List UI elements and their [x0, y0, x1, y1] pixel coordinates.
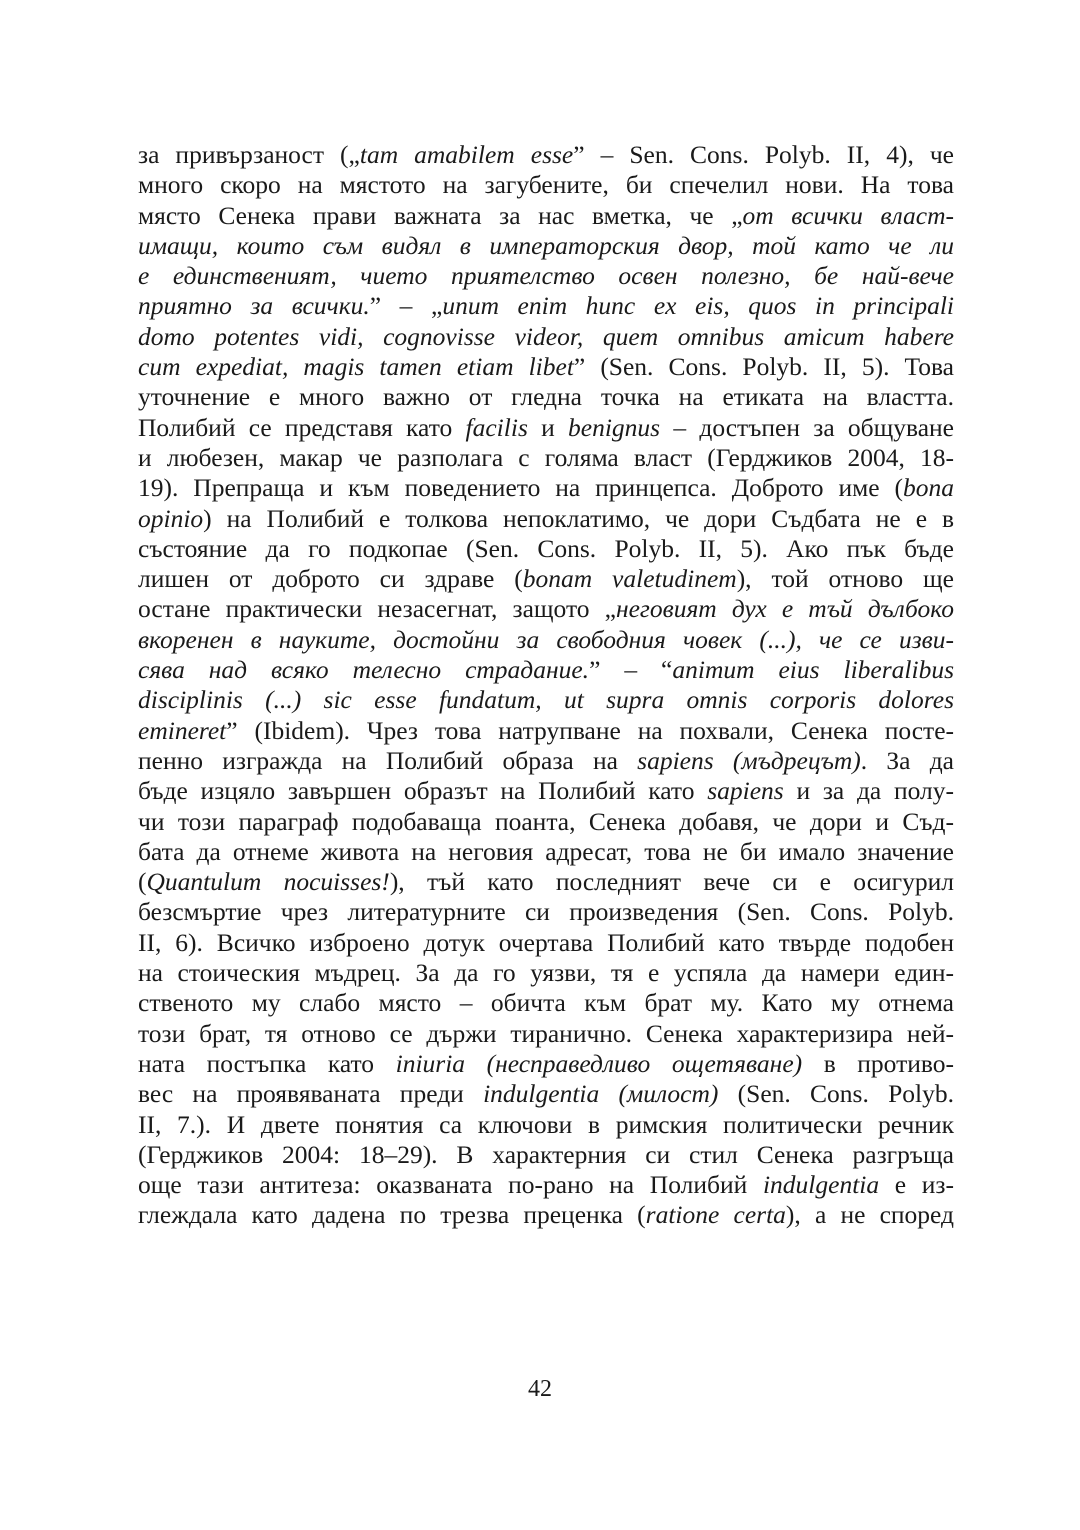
italic-text: приятно за всички. [138, 291, 370, 321]
text-segment: ), а не според [785, 1200, 954, 1230]
text-segment: много скоро на мястото на загубените, би спечелил нови. На това [138, 170, 954, 200]
text-line [138, 352, 954, 382]
italic-text: сява над всяко телесно страдание. [138, 655, 590, 685]
text-segment: ” – Sen. Cons. Polyb. II, 4), че [573, 140, 954, 169]
text-segment: безсмъртие чрез литературните си произведения (Sen. Cons. Polyb. [138, 897, 954, 927]
text-segment: ” (Ibidem). Чрез това натрупване на похвали, Сенека посте- [226, 715, 954, 745]
text-line [138, 443, 954, 473]
text-line [138, 988, 954, 1018]
text-segment: ) на Полибий е толкова непоклатимо, че дори Съдбата не е в [203, 503, 954, 533]
text-segment: ” – “ [589, 655, 673, 685]
italic-text: неговият дух е тъй дълбоко [615, 594, 954, 624]
text-segment: още тази антитеза: оказваната по-рано на Полибий [138, 1170, 763, 1200]
text-line [138, 594, 954, 624]
text-segment: бъде изцяло завършен образът на Полибий като [138, 776, 708, 806]
italic-text: facilis [465, 412, 528, 442]
text-line [138, 655, 954, 685]
text-line [138, 716, 954, 746]
text-segment: вес на проявяваната преди [138, 1079, 484, 1109]
text-segment: и за да полу- [783, 776, 955, 806]
text-line [138, 504, 954, 534]
body-text [138, 140, 954, 1231]
text-line [138, 867, 954, 897]
italic-text: unum enim hunc ex eis, quos in principali [442, 291, 955, 321]
text-segment: ната постъпка като [138, 1048, 396, 1078]
italic-text: cum expediat, magis tamen etiam libet [138, 352, 574, 382]
text-segment: на стоическия мъдрец. За да го уязви, тя е успяла да намери един- [138, 958, 954, 988]
text-segment: бата да отнеме живота на неговия адресат, това не би имало значение [138, 836, 954, 866]
text-line [138, 231, 954, 261]
text-segment: ” – „ [369, 291, 443, 321]
italic-text: sapiens (мъдрецът) [637, 745, 861, 775]
text-line [138, 564, 954, 594]
text-line [138, 534, 954, 564]
italic-text: Quantulum nocuisses! [146, 867, 390, 897]
text-line [138, 1170, 954, 1200]
text-segment: и [527, 412, 569, 442]
text-line [138, 1049, 954, 1079]
text-segment: Полибий се представя като [138, 412, 466, 442]
text-line [138, 473, 954, 503]
italic-text: indulgentia [762, 1170, 880, 1200]
text-segment: този брат, тя отново се държи тиранично. Сенека характеризира ней- [138, 1018, 954, 1048]
text-segment: остане практически незасегнат, защото „ [138, 594, 616, 624]
text-line [138, 1110, 954, 1140]
italic-text: domo potentes vidi, cognovisse videor, quem omnibus amicum habere [138, 321, 954, 351]
text-segment: 19). Препраща и към поведението на принцепса. Доброто име ( [138, 473, 903, 503]
italic-text: iniuria (несправедливо ощетяване) [395, 1048, 803, 1078]
text-line [138, 413, 954, 443]
text-line [138, 837, 954, 867]
italic-text: sapiens [707, 776, 784, 806]
text-segment: уточнение е много важно от гледна точка на етиката на властта. [138, 382, 954, 412]
text-segment: ), той отново ще [736, 564, 954, 594]
italic-text: bonam valetudinem [522, 564, 737, 594]
text-line [138, 1079, 954, 1109]
italic-text: tam amabilem esse [359, 140, 574, 169]
text-line [138, 625, 954, 655]
text-line [138, 928, 954, 958]
italic-text: benignus [568, 412, 661, 442]
text-segment: и любезен, макар че разполага с голяма власт (Герджиков 2004, 18- [138, 442, 954, 472]
text-line [138, 1140, 954, 1170]
page-number: 42 [528, 1376, 552, 1402]
italic-text: animum eius liberalibus [672, 655, 955, 685]
italic-text: от всички власт- [742, 200, 954, 230]
text-line [138, 807, 954, 837]
text-segment: ” (Sen. Cons. Polyb. II, 5). Това [573, 352, 954, 382]
text-segment: е из- [879, 1170, 955, 1200]
text-segment: ), тъй като последният вече си е осигурил [389, 867, 954, 897]
text-segment: II, 6). Всичко изброено дотук очертава Полибий като твърде подобен [138, 927, 954, 957]
italic-text: е единственият, чието приятелство освен полезно, бе най-вече [138, 261, 954, 291]
text-line [138, 291, 954, 321]
text-line [138, 897, 954, 927]
text-segment: пенно изгражда на Полибий образа на [138, 745, 638, 775]
text-segment: . За да [860, 745, 954, 775]
text-line [138, 958, 954, 988]
text-line [138, 685, 954, 715]
italic-text: opinio [138, 503, 204, 533]
text-line [138, 1200, 954, 1230]
text-segment: II, 7.). И двете понятия са ключови в римския политически речник [138, 1109, 954, 1139]
text-segment: – достъпен за общуване [660, 412, 954, 442]
text-segment: глеждала като дадена по трезва преценка ( [138, 1200, 646, 1230]
text-line [138, 1019, 954, 1049]
italic-text: имащи, които съм видял в императорския двор, той като че ли [138, 230, 954, 260]
italic-text: emineret [138, 715, 227, 745]
text-segment: (Герджиков 2004: 18–29). В характерния си стил Сенека разгръща [138, 1139, 954, 1169]
text-segment: в противо- [802, 1048, 954, 1078]
italic-text: bona [903, 473, 954, 503]
text-segment: (Sen. Cons. Polyb. [718, 1079, 954, 1109]
text-line [138, 261, 954, 291]
text-line [138, 201, 954, 231]
text-segment: състояние да го подкопае (Sen. Cons. Polyb. II, 5). Ако пък бъде [138, 533, 954, 563]
italic-text: disciplinis (...) sic esse fundatum, ut supra omnis corporis dolores [138, 685, 954, 715]
text-line [138, 322, 954, 352]
italic-text: вкоренен в науките, достойни за свободния човек (...), че се изви- [138, 624, 954, 654]
text-segment: ( [138, 867, 147, 897]
text-line [138, 170, 954, 200]
text-segment: чи този параграф подобаваща поанта, Сенека добавя, че дори и Съд- [138, 806, 954, 836]
text-line [138, 746, 954, 776]
text-segment: за привързаност („ [138, 140, 360, 169]
text-line [138, 140, 954, 170]
italic-text: ratione certa [645, 1200, 786, 1230]
text-line [138, 382, 954, 412]
text-segment: място Сенека прави важната за нас вметка, че „ [138, 200, 743, 230]
italic-text: indulgentia (милост) [483, 1079, 719, 1109]
text-segment: ственото му слабо място – обичта към брат му. Като му отнема [138, 988, 954, 1018]
text-segment: лишен от доброто си здраве ( [138, 564, 523, 594]
text-line [138, 776, 954, 806]
